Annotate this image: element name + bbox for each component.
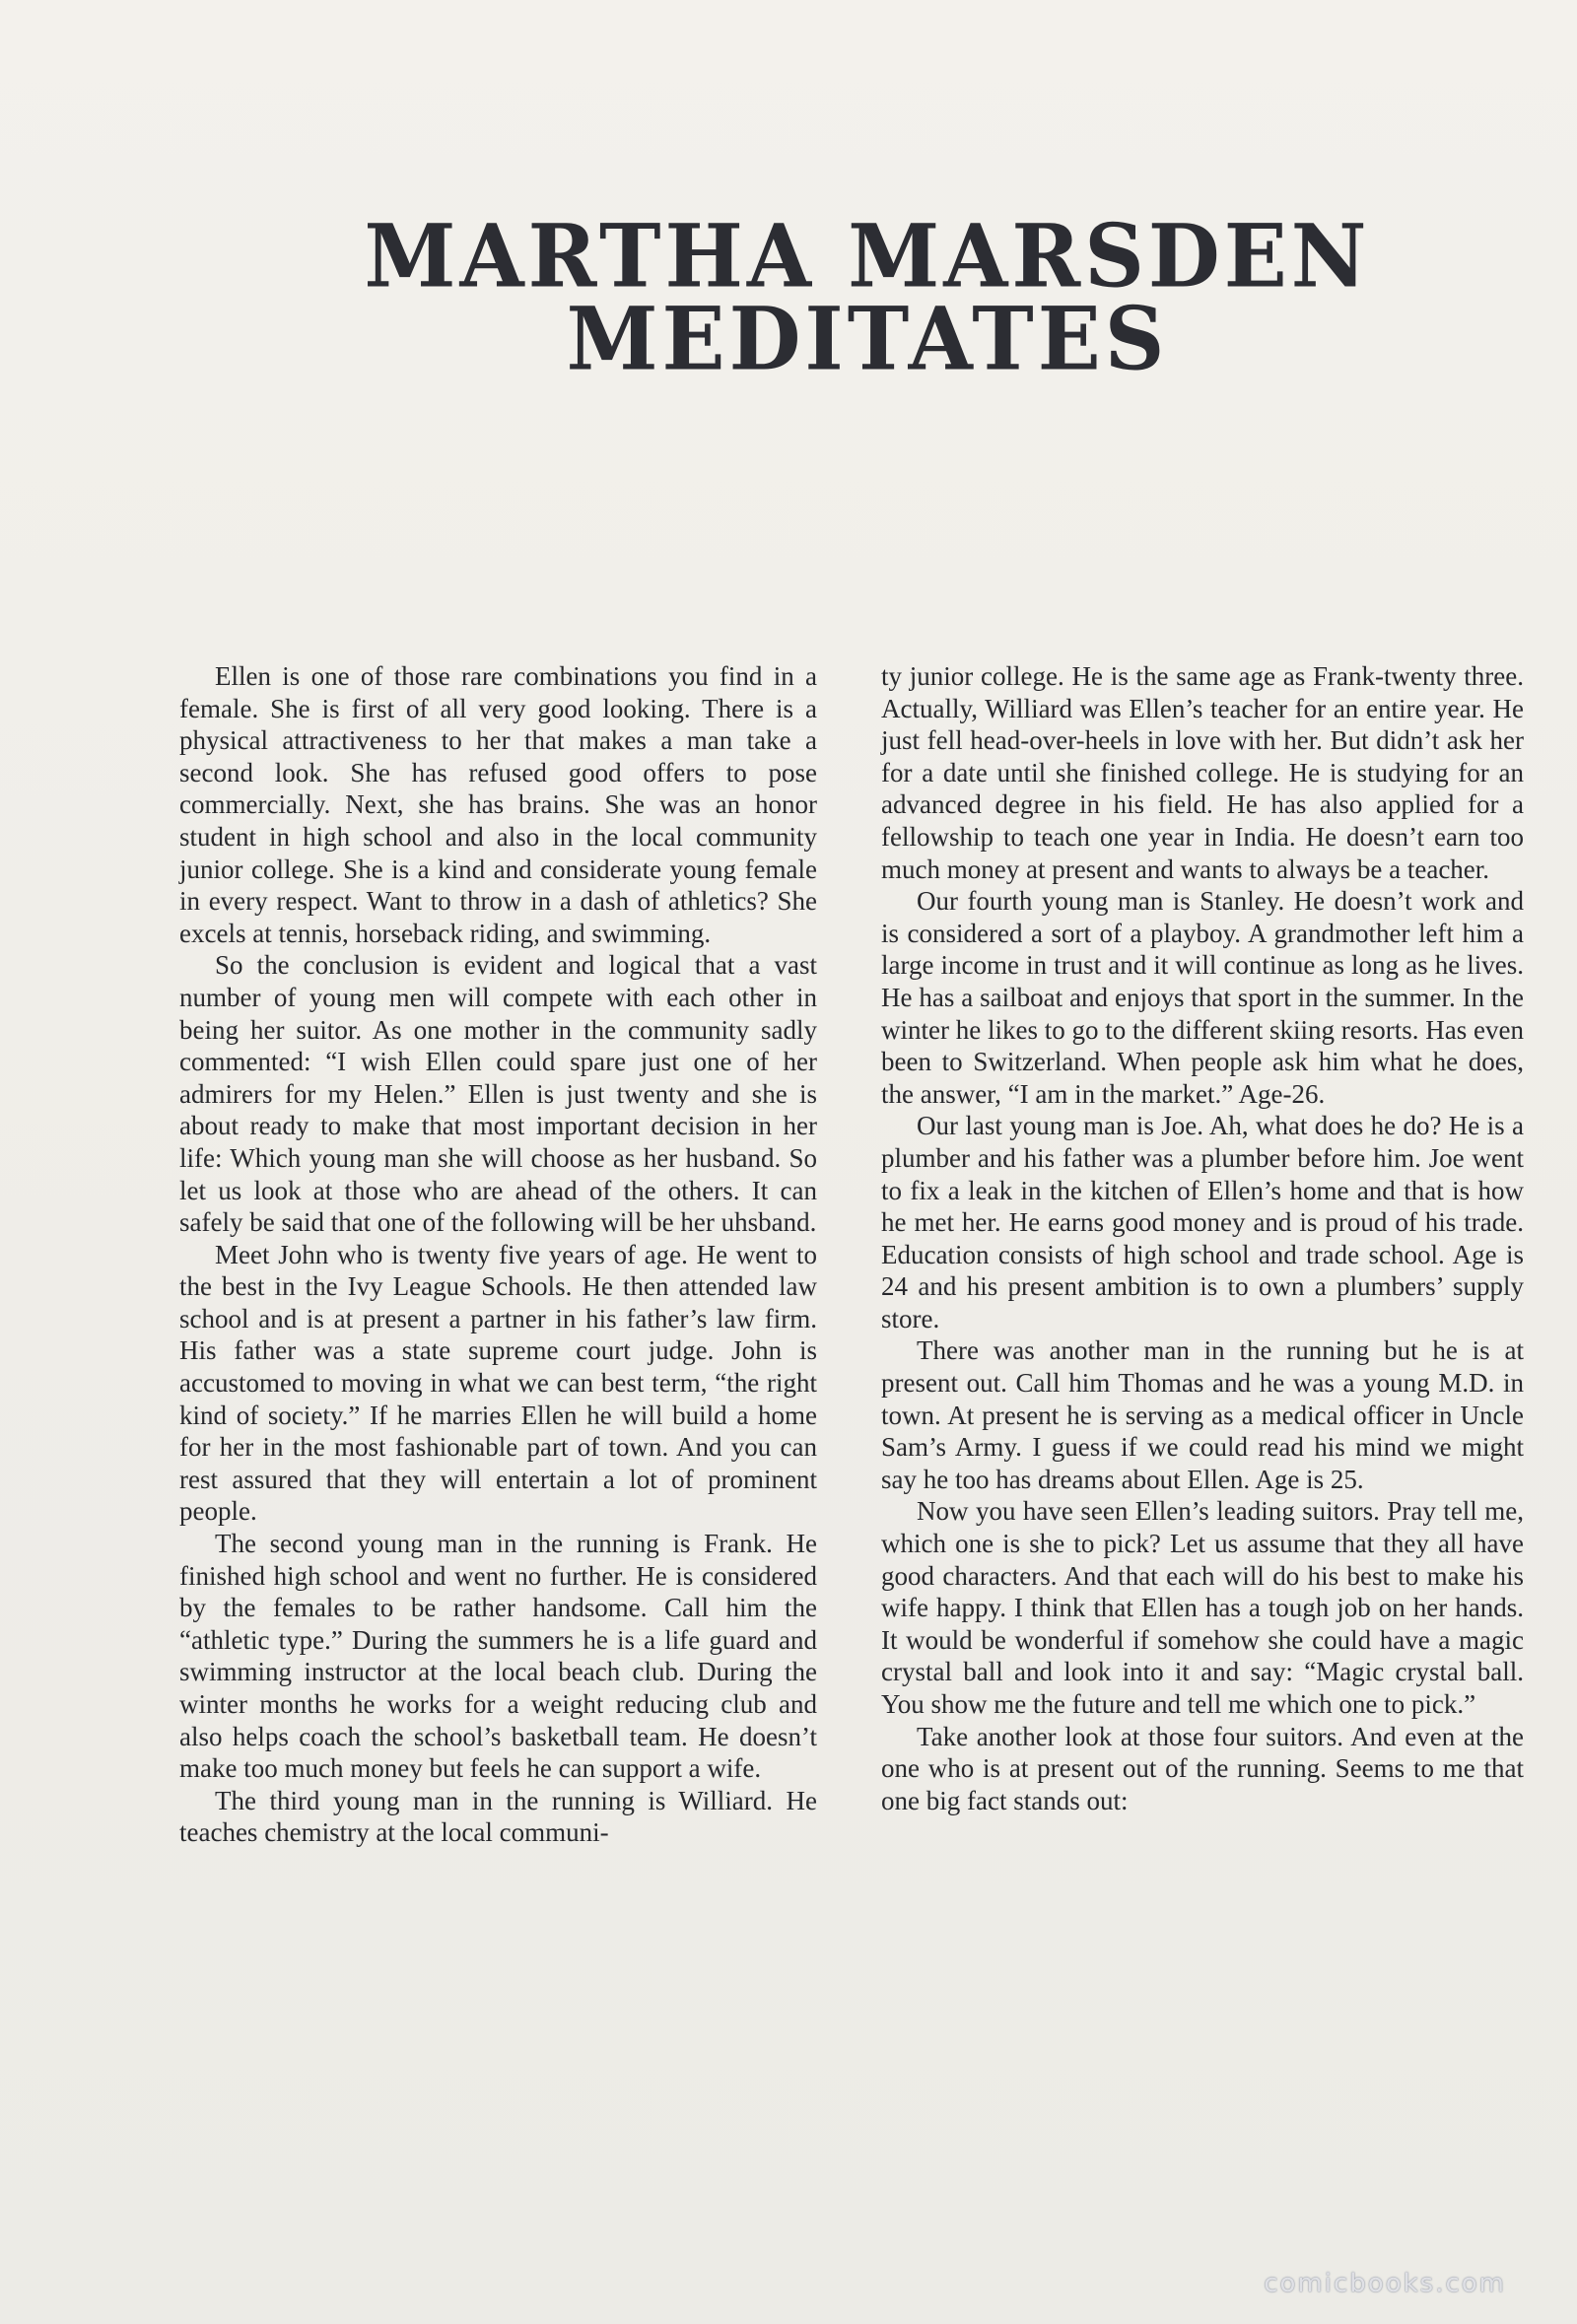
paragraph: The third young man in the running is Williard. He teaches chemistry at the local communi- bbox=[179, 1785, 817, 1848]
title-line-2: MEDITATES bbox=[566, 287, 1169, 390]
paragraph: So the conclusion is evident and logical that a vast number of young men will compete with each other in being her suitor. As one mother in the community sadly commented: “I wish Ellen could spare just one of her admirers for my Helen.” Ellen is just twenty and she is about ready to make that most important decision in her life: Which young man she will choose as her husband. So let us look at those who are ahead of the others. It can safely be said that one of the following will be her uhsband. bbox=[179, 950, 817, 1238]
paragraph: Our fourth young man is Stanley. He doesn’t work and is considered a sort of a playboy. A grandmother left him a large income in trust and it will continue as long as he lives. He has a sailboat and enjoys that sport in the summer. In the winter he likes to go to the different skiing resorts. Has even been to Switzerland. When people ask him what he does, the answer, “I am in the market.” Age-26. bbox=[881, 886, 1524, 1109]
watermark: comicbooks.com bbox=[1264, 2269, 1506, 2298]
paragraph: Ellen is one of those rare combinations you find in a female. She is first of all very good looking. There is a physical attractiveness to her that makes a man take a second look. She has refused good offers to pose commercially. Next, she has brains. She was an honor student in high school and also in the local community junior college. She is a kind and considerate young female in every respect. Want to throw in a dash of athletics? She excels at tennis, horseback riding, and swimming. bbox=[179, 661, 817, 948]
title-line-1: MARTHA MARSDEN bbox=[364, 204, 1371, 308]
paragraph: Now you have seen Ellen’s leading suitors. Pray tell me, which one is she to pick? Let us assume that they all have good characters. And that each will do his best to make his wife happy. I think that Ellen has a tough job on her hands. It would be wonderful if somehow she could have a magic crystal ball and look into it and say: “Magic crystal ball. You show me the future and tell me which one to pick.” bbox=[881, 1496, 1524, 1719]
paragraph: The second young man in the running is Frank. He finished high school and went no further. He is considered by the females to be rather handsome. Call him the “athletic type.” During the summers he is a life guard and swimming instructor at the local beach club. During the winter months he works for a weight reducing club and also helps coach the school’s basketball team. He doesn’t make too much money but feels he can support a wife. bbox=[179, 1529, 817, 1784]
paragraph: Our last young man is Joe. Ah, what does he do? He is a plumber and his father was a plumber before him. Joe went to fix a leak in the kitchen of Ellen’s home and that is how he met her. He earns good money and is proud of his trade. Education consists of high school and trade school. Age is 24 and his present ambition is to own a plumbers’ supply store. bbox=[881, 1111, 1524, 1333]
left-column bbox=[179, 660, 817, 1849]
article-title bbox=[197, 204, 1538, 390]
paragraph: There was another man in the running but he is at present out. Call him Thomas and he was a young M.D. in town. At present he is serving as a medical officer in Uncle Sam’s Army. I guess if we could read his mind we might say he too has dreams about Ellen. Age is 25. bbox=[881, 1335, 1524, 1494]
paragraph: Take another look at those four suitors. And even at the one who is at present out of the running. Seems to me that one big fact stands out: bbox=[881, 1721, 1524, 1815]
right-column bbox=[881, 660, 1524, 1816]
paragraph: ty junior college. He is the same age as Frank-twenty three. Actually, Williard was Ellen’s teacher for an entire year. He just fell head-over-heels in love with her. But didn’t ask her for a date until she finished college. He is studying for an advanced degree in his field. He has also applied for a fellowship to teach one year in India. He doesn’t earn too much money at present and wants to always be a teacher. bbox=[881, 661, 1524, 884]
paragraph: Meet John who is twenty five years of age. He went to the best in the Ivy League Schools. He then attended law school and is at present a partner in his father’s law firm. His father was a state supreme court judge. John is accustomed to moving in what we can best term, “the right kind of society.” If he marries Ellen he will build a home for her in the most fashionable part of town. And you can rest assured that they will entertain a lot of prominent people. bbox=[179, 1239, 817, 1527]
